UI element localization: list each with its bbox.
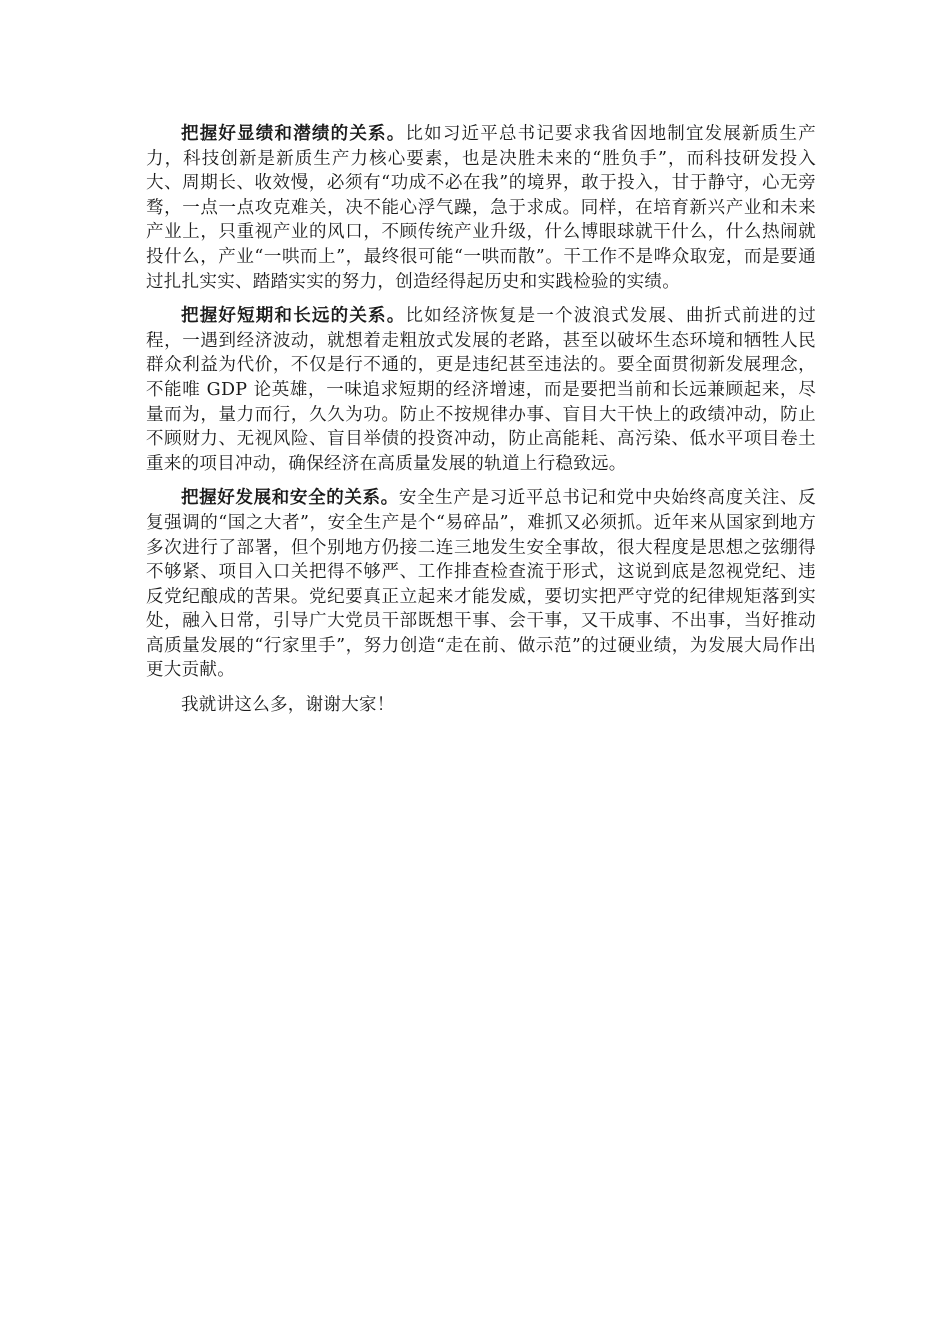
paragraph-text: 比如经济恢复是一个波浪式发展、曲折式前进的过程，一遇到经济波动，就想着走粗放式发展的老路，甚至以破坏生态环境和牺牲人民群众利益为代价，不仅是行不通的，更是违纪甚至违法的。要全面贯彻新发展理念，不能唯 GDP 论英雄，一味追求短期的经济增速，而是要把当前和长远兼顾起来，尽量而为，量力而行，久久为功。防止不按规律办事、盲目大干快上的政绩冲动，防止不顾财力、无视风险、盲目举债的投资冲动，防止高能耗、高污染、低水平项目卷土重来的项目冲动，确保经济在高质量发展的轨道上行稳致远。 (146, 306, 816, 474)
paragraph-text: 比如习近平总书记要求我省因地制宜发展新质生产力，科技创新是新质生产力核心要素，也是决胜未来的“胜负手”，而科技研发投入大、周期长、收效慢，必须有“功成不必在我”的境界，敢于投入，甘于静守，心无旁骛，一点一点攻克难关，决不能心浮气躁，急于求成。同样，在培育新兴产业和未来产业上，只重视产业的风口，不顾传统产业升级，什么博眼球就干什么，什么热闹就投什么，产业“一哄而上”，最终很可能“一哄而散”。干工作不是哗众取宠，而是要通过扎扎实实、踏踏实实的努力，创造经得起历史和实践检验的实绩。 (146, 124, 816, 292)
paragraph-text: 安全生产是习近平总书记和党中央始终高度关注、反复强调的“国之大者”，安全生产是个“易碎品”，难抓又必须抓。近年来从国家到地方多次进行了部署，但个别地方仍接二连三地发生安全事故，很大程度是思想之弦绷得不够紧、项目入口关把得不够严、工作排查检查流于形式，这说到底是忽视党纪、违反党纪酿成的苦果。党纪要真正立起来才能发威，要切实把严守党的纪律规矩落到实处，融入日常，引导广大党员干部既想干事、会干事，又干成事、不出事，当好推动高质量发展的“行家里手”，努力创造“走在前、做示范”的过硬业绩，为发展大局作出更大贡献。 (146, 488, 816, 681)
paragraph-development-security (146, 486, 816, 683)
paragraph-performance (146, 122, 816, 294)
paragraph-heading: 把握好发展和安全的关系。 (181, 488, 399, 509)
closing-text: 我就讲这么多，谢谢大家！ (181, 695, 395, 716)
paragraph-heading: 把握好短期和长远的关系。 (181, 306, 406, 327)
paragraph-short-long-term (146, 304, 816, 476)
document-body (146, 122, 816, 728)
closing-remark (146, 693, 816, 718)
paragraph-heading: 把握好显绩和潜绩的关系。 (181, 124, 406, 144)
